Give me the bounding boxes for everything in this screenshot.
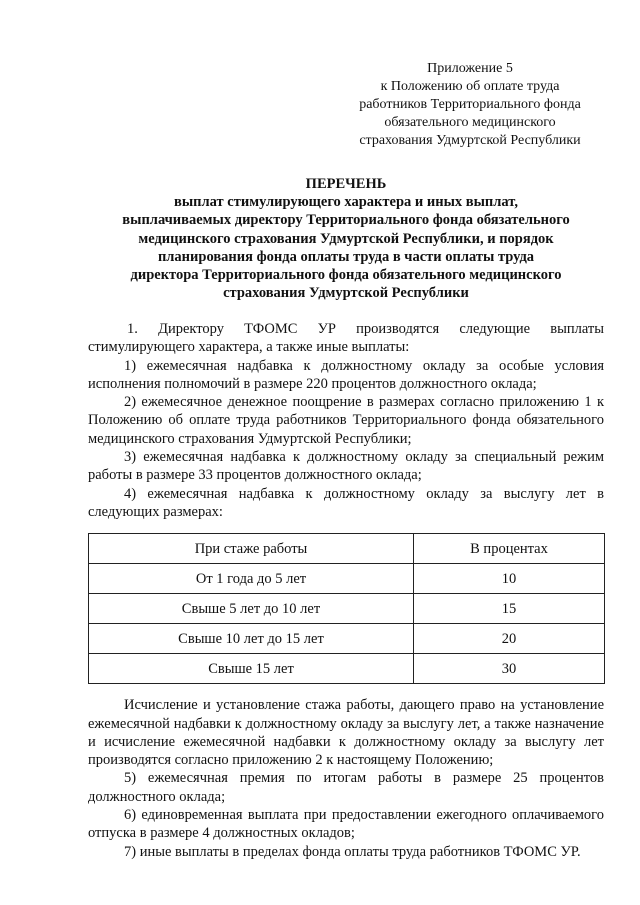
appendix-line: работников Территориального фонда [359, 97, 581, 112]
table-row [89, 594, 605, 624]
paragraph-intro: 1. Директору ТФОМС УР производятся следующие выплаты стимулирующего характера, а также иные выплаты: [88, 321, 604, 356]
table-cell: Свыше 5 лет до 10 лет [89, 594, 414, 624]
table-cell: 30 [414, 654, 605, 684]
title-line: ПЕРЕЧЕНЬ [305, 176, 387, 192]
title-line: выплачиваемых директору Территориального фонда обязательного [122, 212, 570, 229]
table-row [89, 564, 605, 594]
table-cell: От 1 года до 5 лет [89, 564, 414, 594]
paragraph-item-3: 3) ежемесячная надбавка к должностному окладу за специальный режим работы в размере 33 процентов должностного оклада; [88, 449, 604, 484]
title-line: страхования Удмуртской Республики [223, 285, 469, 302]
seniority-table [88, 533, 605, 684]
table-cell: 15 [414, 594, 605, 624]
paragraph-item-4: 4) ежемесячная надбавка к должностному окладу за выслугу лет в следующих размерах: [88, 485, 604, 520]
paragraph-item-2: 2) ежемесячное денежное поощрение в размерах согласно приложению 1 к Положению об оплате труда работников Территориального фонда обязательного медицинского страхования Удмуртской Республики; [88, 394, 604, 447]
table-cell: 10 [414, 564, 605, 594]
table-header-cell: В процентах [414, 534, 605, 564]
table-row [89, 624, 605, 654]
title-line: планирования фонда оплаты труда в части оплаты труда [157, 248, 535, 265]
seniority-table-wrapper [88, 533, 604, 684]
paragraph-item-5: 5) ежемесячная премия по итогам работы в размере 25 процентов должностного оклада; [88, 770, 604, 805]
paragraph-seniority-note: Исчисление и установление стажа работы, дающего право на установление ежемесячной надбавки к должностному окладу за выслугу лет, а также назначение и исчисление ежемесячной надбавки к должностному окладу за выслугу лет производятся согласно приложению 2 к настоящему Положению; [88, 697, 604, 769]
paragraph-item-7: 7) иные выплаты в пределах фонда оплаты труда работников ТФОМС УР. [124, 843, 581, 860]
appendix-line: обязательного медицинского [384, 115, 556, 130]
title-line: медицинского страхования Удмуртской Республики, и порядок [138, 230, 554, 247]
paragraph-item-6: 6) единовременная выплата при предоставлении ежегодного оплачиваемого отпуска в размере 4 должностных окладов; [88, 807, 604, 842]
table-row [89, 654, 605, 684]
appendix-line: к Положению об оплате труда [380, 79, 560, 94]
document-body [88, 320, 604, 861]
table-header-cell: При стаже работы [89, 534, 414, 564]
title-line: директора Территориального фонда обязательного медицинского [130, 267, 562, 284]
appendix-reference [340, 60, 600, 150]
document-title [88, 175, 604, 302]
appendix-line: страхования Удмуртской Республики [359, 133, 581, 148]
table-cell: Свыше 15 лет [89, 654, 414, 684]
table-header-row [89, 534, 605, 564]
table-cell: 20 [414, 624, 605, 654]
paragraph-item-1: 1) ежемесячная надбавка к должностному окладу за особые условия исполнения полномочий в размере 220 процентов должностного оклада; [88, 357, 604, 392]
table-cell: Свыше 10 лет до 15 лет [89, 624, 414, 654]
appendix-line: Приложение 5 [427, 61, 513, 76]
title-line: выплат стимулирующего характера и иных выплат, [174, 194, 518, 211]
